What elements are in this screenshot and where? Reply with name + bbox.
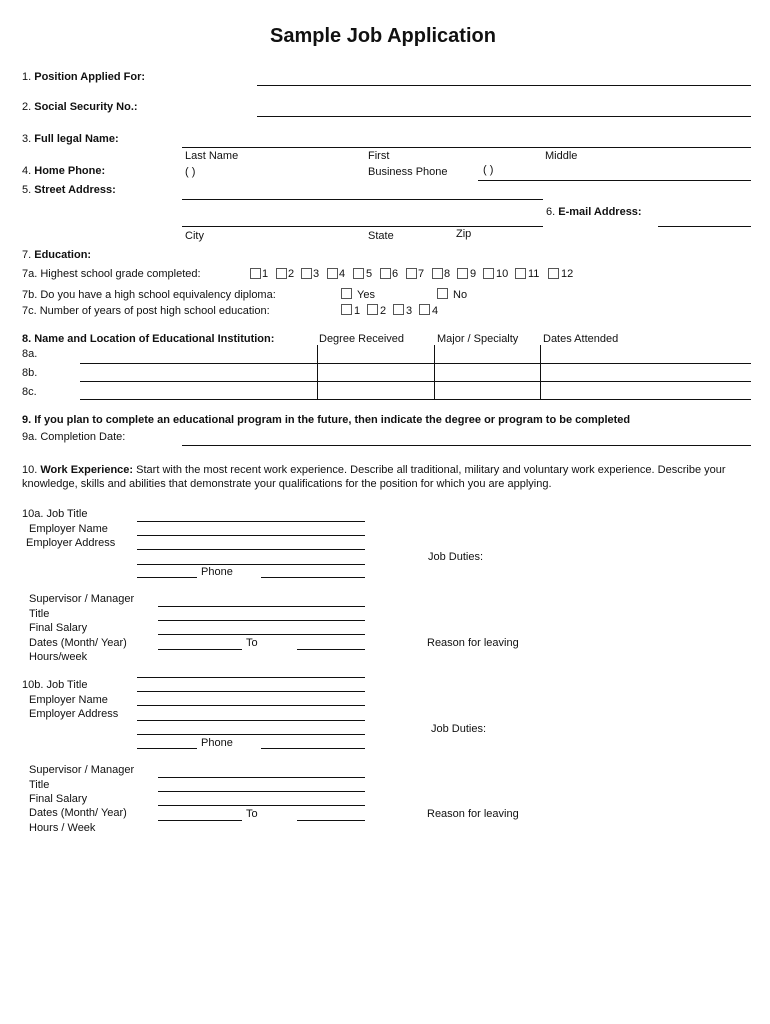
q2-label-row [22,101,138,114]
job-b-employer-name-field[interactable] [137,705,365,706]
q6-number: 6. [546,206,556,218]
q7-number: 7. [22,249,32,261]
q9a-label: 9a. Completion Date: [22,431,126,443]
job-a-employer-address-field[interactable] [137,549,365,550]
job-a-date-from-field[interactable] [158,649,242,650]
job-a-hours-label: Hours/week [29,651,88,663]
grade-5-checkbox[interactable] [353,268,364,279]
q1-label-row [22,71,145,84]
grade-11-checkbox[interactable] [515,268,526,279]
job-b-reason-label: Reason for leaving [427,808,519,820]
grade-12-checkbox[interactable] [548,268,559,279]
q1-number: 1. [22,71,32,83]
job-a-title-field[interactable] [137,521,365,522]
q7c-label: 7c. Number of years of post high school education: [22,305,270,317]
job-a-title2-field[interactable] [158,620,365,621]
job-a-employer-address-field-2[interactable] [137,564,365,565]
job-b-final-salary-label: Final Salary [29,793,88,805]
q3-label: Full legal Name: [34,133,119,145]
table-divider-2 [434,345,435,400]
q10-label: Work Experience: [40,464,134,476]
q10-description: Start with the most recent work experience. Describe all traditional, military and voluntary work experience. Describe your knowledge, skills and abilities that demonstrate your qualifications for the position for which you are applying. [22,464,726,490]
job-a-final-salary-label: Final Salary [29,622,88,634]
years-2-checkbox[interactable] [367,304,378,315]
q2-label: Social Security No.: [34,101,138,113]
job-a-reason-label: Reason for leaving [427,637,519,649]
q6-label-row [546,206,642,219]
grade-3-checkbox[interactable] [301,268,312,279]
email-field[interactable] [658,226,751,227]
job-a-date-to-field[interactable] [297,649,365,650]
grade-8-label: 8 [444,268,451,280]
grade-8-checkbox[interactable] [432,268,443,279]
job-a-title2-label: Title [29,608,50,620]
job-b-phone-field-1[interactable] [137,748,197,749]
job-b-title2-label: Title [29,779,50,791]
last-name-caption: Last Name [185,150,239,162]
middle-name-caption: Middle [545,150,578,162]
job-b-employer-address-field[interactable] [137,720,365,721]
row-8a-label: 8a. [22,348,38,360]
grade-1-checkbox[interactable] [250,268,261,279]
row-8a-line[interactable] [80,363,751,364]
col-major-specialty: Major / Specialty [437,333,519,345]
q10-paragraph [22,463,752,491]
street-address-field[interactable] [182,199,543,200]
q7-label-row [22,249,91,262]
diploma-no-label: No [453,289,468,301]
q1-label: Position Applied For: [34,71,146,83]
q3-label-row [22,133,119,146]
grade-3-label: 3 [313,268,320,280]
grade-7-checkbox[interactable] [406,268,417,279]
business-phone-caption: Business Phone [368,166,448,178]
job-a-job-duties-label: Job Duties: [428,551,484,563]
job-a-supervisor-field[interactable] [158,606,365,607]
home-phone-field[interactable]: ( ) [185,166,196,178]
job-a-title-label: 10a. Job Title [22,508,88,520]
grade-5-label: 5 [366,268,373,280]
q7-label: Education: [34,249,92,261]
grade-6-label: 6 [392,268,399,280]
job-a-to-label: To [246,637,258,649]
q4-label: Home Phone: [34,165,106,177]
grade-2-label: 2 [288,268,295,280]
q10-number: 10. [22,464,38,476]
job-a-supervisor-label: Supervisor / Manager [29,593,135,605]
grade-10-label: 10 [496,268,509,280]
job-b-employer-address-field-2[interactable] [137,734,365,735]
col-dates-attended: Dates Attended [543,333,619,345]
grade-1-label: 1 [262,268,269,280]
years-4-label: 4 [432,305,439,317]
job-a-employer-name-label: Employer Name [29,523,108,535]
q5-label: Street Address: [34,184,116,196]
job-a-phone-label: Phone [201,566,233,578]
years-2-label: 2 [380,305,387,317]
completion-date-field[interactable] [182,445,751,446]
q4-label-row [22,165,105,178]
job-b-title-label: 10b. Job Title [22,679,88,691]
q8-label: 8. Name and Location of Educational Institution: [22,333,275,345]
years-3-label: 3 [406,305,413,317]
city-state-zip-field[interactable] [182,226,543,227]
q5-number: 5. [22,184,32,196]
q7a-label: 7a. Highest school grade completed: [22,268,201,280]
job-b-phone-field-2[interactable] [261,748,365,749]
grade-4-checkbox[interactable] [327,268,338,279]
grade-9-checkbox[interactable] [457,268,468,279]
city-caption: City [185,230,204,242]
job-b-job-duties-label: Job Duties: [431,723,487,735]
years-3-checkbox[interactable] [393,304,404,315]
diploma-yes-label: Yes [357,289,375,301]
grade-9-label: 9 [470,268,477,280]
q3-number: 3. [22,133,32,145]
q5-label-row [22,184,116,197]
years-4-checkbox[interactable] [419,304,430,315]
job-b-hours-label: Hours / Week [29,822,96,834]
job-a-dates-label: Dates (Month/ Year) [29,637,127,649]
job-b-title-field[interactable] [137,691,365,692]
q2-number: 2. [22,101,32,113]
q9-label: 9. If you plan to complete an educational program in the future, then indicate the degree or program to be completed [22,414,631,426]
row-8c-line[interactable] [80,399,751,400]
position-applied-field[interactable] [257,85,751,86]
page-title: Sample Job Application [270,25,496,47]
job-b-supervisor-label: Supervisor / Manager [29,764,135,776]
grade-12-label: 12 [561,268,574,280]
row-8b-label: 8b. [22,367,38,379]
table-divider-1 [317,345,318,400]
job-b-date-from-field[interactable] [158,820,242,821]
job-b-final-salary-field[interactable] [158,805,365,806]
job-a-final-salary-field[interactable] [158,634,365,635]
first-name-caption: First [368,150,390,162]
zip-caption: Zip [456,228,472,240]
q4-number: 4. [22,165,32,177]
job-b-date-to-field[interactable] [297,820,365,821]
state-caption: State [368,230,394,242]
job-b-title2-field[interactable] [158,791,365,792]
job-b-supervisor-field[interactable] [158,777,365,778]
table-divider-3 [540,345,541,400]
job-a-employer-address-label: Employer Address [26,537,116,549]
job-b-dates-label: Dates (Month/ Year) [29,807,127,819]
business-phone-line[interactable] [478,180,751,181]
grade-2-checkbox[interactable] [276,268,287,279]
grade-4-label: 4 [339,268,346,280]
grade-6-checkbox[interactable] [380,268,391,279]
job-a-employer-name-field[interactable] [137,535,365,536]
col-degree-received: Degree Received [319,333,404,345]
row-8c-label: 8c. [22,386,37,398]
job-a-phone-field-2[interactable] [261,577,365,578]
q6-label: E-mail Address: [558,206,642,218]
grade-11-label: 11 [528,268,540,280]
diploma-yes-checkbox[interactable] [341,288,352,299]
years-1-label: 1 [354,305,361,317]
q7b-label: 7b. Do you have a high school equivalency diploma: [22,289,276,301]
job-b-to-label: To [246,808,258,820]
job-b-employer-address-label: Employer Address [29,708,119,720]
full-name-field[interactable] [182,147,751,148]
job-a-phone-field-1[interactable] [137,577,197,578]
job-b-employer-name-label: Employer Name [29,694,108,706]
grade-7-label: 7 [418,268,425,280]
job-b-top-line[interactable] [137,677,365,678]
business-phone-field[interactable]: ( ) [483,164,494,176]
row-8b-line[interactable] [80,381,751,382]
job-b-phone-label: Phone [201,737,233,749]
ssn-field[interactable] [257,116,751,117]
grade-10-checkbox[interactable] [483,268,494,279]
years-1-checkbox[interactable] [341,304,352,315]
diploma-no-checkbox[interactable] [437,288,448,299]
